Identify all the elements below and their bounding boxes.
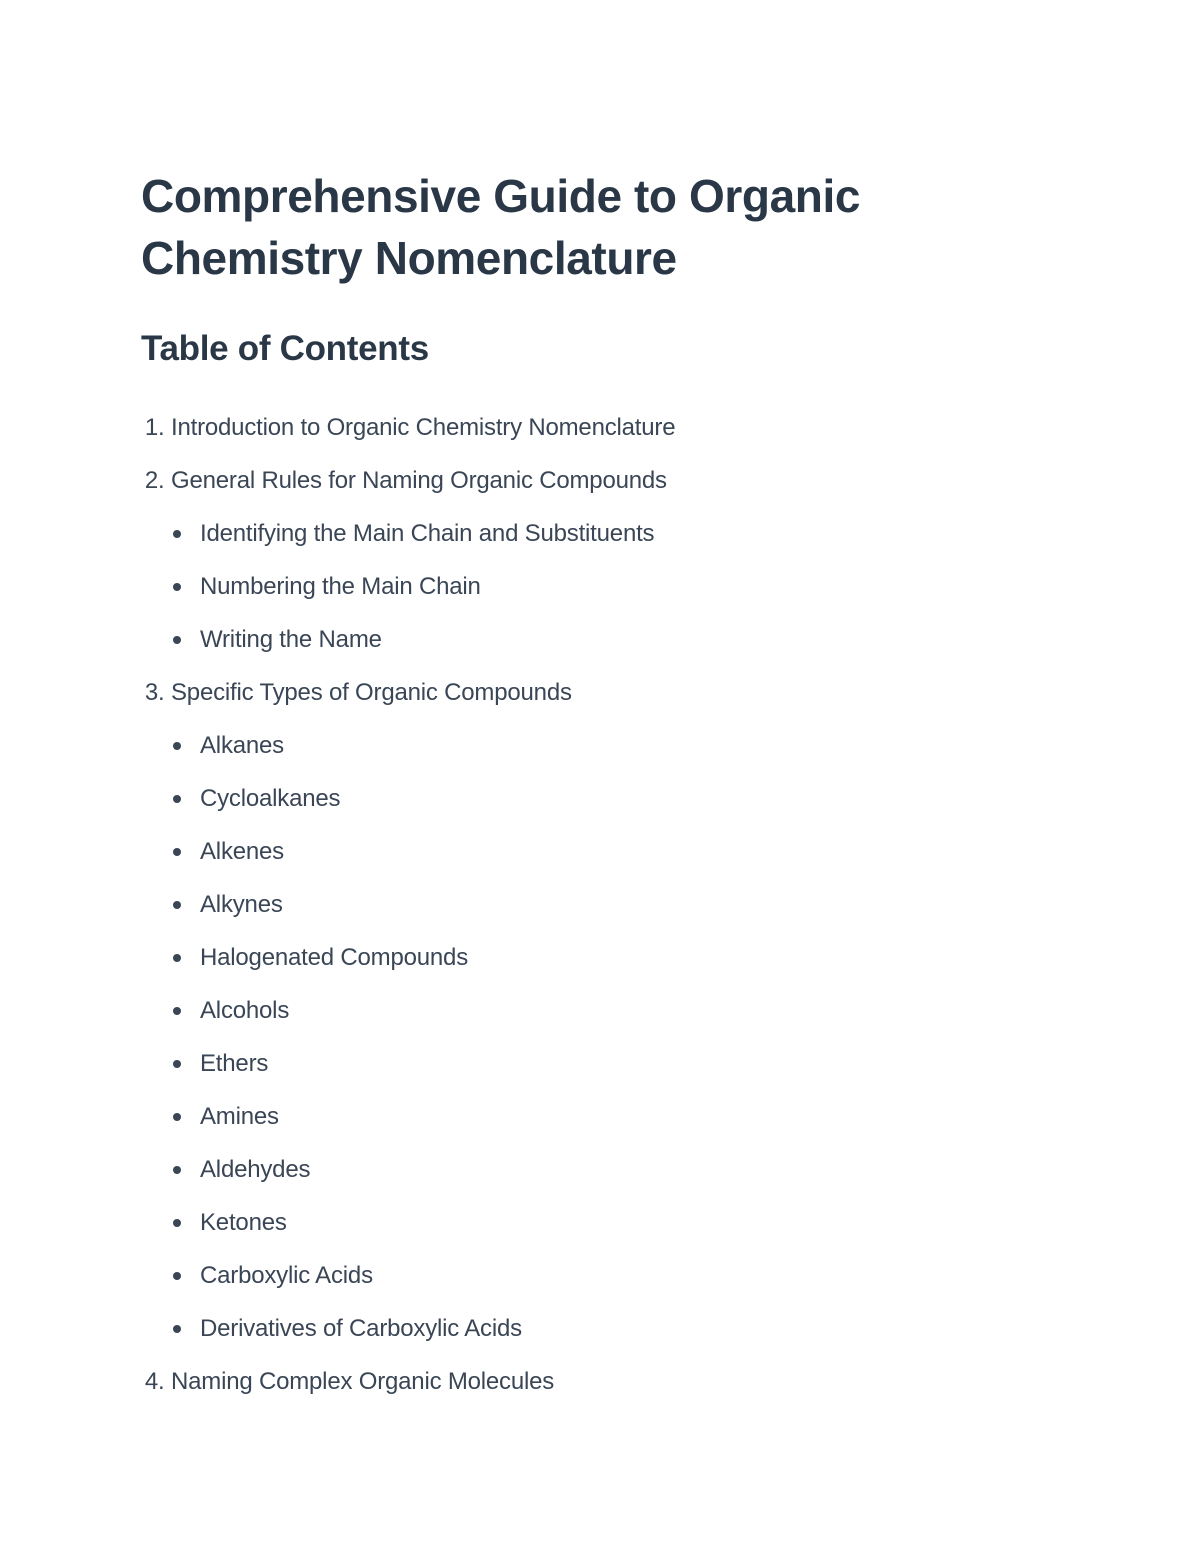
toc-subitem-alcohols[interactable] — [141, 984, 1041, 1037]
toc-subitem-label: Carboxylic Acids — [200, 1262, 373, 1289]
toc-subitem-label: Numbering the Main Chain — [200, 573, 481, 600]
bullet-icon — [173, 848, 181, 856]
toc-subitem-label: Alkanes — [200, 732, 284, 759]
bullet-icon — [173, 1325, 181, 1333]
toc-heading: Table of Contents — [141, 329, 429, 368]
toc-item-complex-molecules[interactable] — [141, 1355, 1041, 1408]
toc-subitem-ketones[interactable] — [141, 1196, 1041, 1249]
toc-subitem-ethers[interactable] — [141, 1037, 1041, 1090]
toc-subitem-label: Aldehydes — [200, 1156, 311, 1183]
toc-item-specific-types[interactable] — [141, 666, 1041, 1355]
toc-subitem-writing-name[interactable] — [141, 613, 1041, 666]
bullet-icon — [173, 795, 181, 803]
toc-item-number: 3. — [144, 679, 171, 706]
toc-subitem-aldehydes[interactable] — [141, 1143, 1041, 1196]
toc-subitem-label: Alkenes — [200, 838, 284, 865]
toc-subitem-label: Identifying the Main Chain and Substituents — [200, 520, 655, 547]
toc-subitem-label: Ethers — [200, 1050, 269, 1077]
toc-item-label: General Rules for Naming Organic Compounds — [171, 467, 667, 494]
bullet-icon — [173, 636, 181, 644]
toc-subitem-label: Halogenated Compounds — [200, 944, 468, 971]
toc-subitem-alkanes[interactable] — [141, 719, 1041, 772]
toc-subitem-carboxylic-acids[interactable] — [141, 1249, 1041, 1302]
bullet-icon — [173, 1272, 181, 1280]
toc-subitem-label: Derivatives of Carboxylic Acids — [200, 1315, 522, 1342]
toc-subitem-amines[interactable] — [141, 1090, 1041, 1143]
bullet-icon — [173, 530, 181, 538]
bullet-icon — [173, 954, 181, 962]
bullet-icon — [173, 1060, 181, 1068]
toc-item-label: Naming Complex Organic Molecules — [171, 1368, 555, 1395]
bullet-icon — [173, 583, 181, 591]
bullet-icon — [173, 742, 181, 750]
toc-subitem-label: Alkynes — [200, 891, 283, 918]
toc-subitem-main-chain-substituents[interactable] — [141, 507, 1041, 560]
bullet-icon — [173, 1219, 181, 1227]
toc-item-introduction[interactable] — [141, 401, 1041, 454]
toc-item-number: 4. — [144, 1368, 171, 1395]
toc-subitem-carboxylic-acid-derivatives[interactable] — [141, 1302, 1041, 1355]
toc-subitem-alkenes[interactable] — [141, 825, 1041, 878]
toc-sublist-general-rules — [141, 507, 1041, 666]
toc-subitem-alkynes[interactable] — [141, 878, 1041, 931]
toc-item-number: 2. — [144, 467, 171, 494]
toc-subitem-halogenated-compounds[interactable] — [141, 931, 1041, 984]
toc-item-general-rules[interactable] — [141, 454, 1041, 666]
toc-item-label: Specific Types of Organic Compounds — [171, 679, 572, 706]
toc-subitem-label: Writing the Name — [200, 626, 382, 653]
toc-subitem-label: Amines — [200, 1103, 279, 1130]
bullet-icon — [173, 1007, 181, 1015]
toc-subitem-label: Alcohols — [200, 997, 290, 1024]
toc-list — [141, 401, 1041, 1408]
bullet-icon — [173, 1166, 181, 1174]
toc-subitem-cycloalkanes[interactable] — [141, 772, 1041, 825]
toc-item-number: 1. — [144, 414, 171, 441]
toc-subitem-label: Ketones — [200, 1209, 287, 1236]
toc-sublist-specific-types — [141, 719, 1041, 1355]
toc-subitem-numbering-main-chain[interactable] — [141, 560, 1041, 613]
toc-subitem-label: Cycloalkanes — [200, 785, 341, 812]
bullet-icon — [173, 901, 181, 909]
toc-item-label: Introduction to Organic Chemistry Nomenclature — [171, 414, 676, 441]
document-title: Comprehensive Guide to Organic Chemistry Nomenclature — [141, 170, 861, 284]
bullet-icon — [173, 1113, 181, 1121]
document-page — [141, 165, 1041, 1408]
